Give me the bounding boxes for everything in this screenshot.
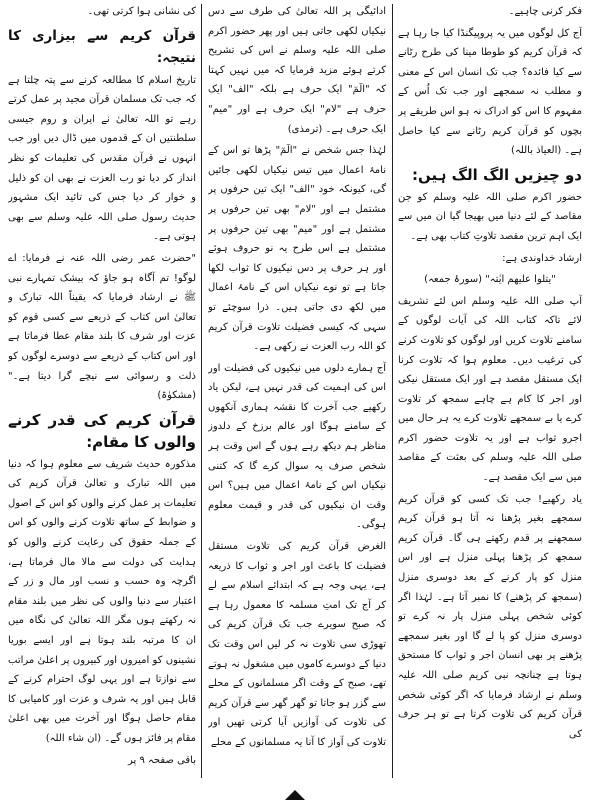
article-column-left <box>8 2 196 782</box>
paragraph: حضور اکرم صلی اللہ علیہ وسلم کو جن مقاصد کے لئے دنیا میں بھیجا گیا ان میں سے ایک اہم ترین مقصد تلاوتِ کتاب بھی ہے۔ <box>398 191 582 242</box>
page-marker-triangle <box>285 790 305 800</box>
article-column-middle <box>208 2 386 782</box>
paragraph: آج کل لوگوں میں یہ پروپیگنڈا کیا جا رہا ہے کہ قرآن کریم کو طوطا مینا کی طرح رٹانے سے کیا فائدہ؟ جب تک انسان اس کے معنی و مطلب نہ سمجھے اور جب تک اُس کے مفہوم کا اس کو ادراک نہ ہو اس طریقے پر بچوں کو قرآن کریم رٹانے سے کیا حاصل ہے۔ (العیاذ باللہ) <box>398 27 582 157</box>
paragraph: آپ صلی اللہ علیہ وسلم اس لئے تشریف لائے تاکہ کتاب اللہ کی آیات لوگوں کے سامنے تلاوت کریں اور لوگوں کو تلاوت کرنے کی ترغیب دیں۔ معلوم ہوا کہ تلاوت کرنا ایک مستقل مقصد ہے اور ایک مستقل نیکی اور اجر کا کام ہے چاہے سمجھ کر تلاوت کرے یا بے سمجھے تلاوت کرے یہ ہر حال میں اجرو ثواب ہے اور یہ تلاوت حضور اکرم صلی اللہ علیہ وسلم کی بعثت کے مقاصد میں سے ایک مقصد ہے۔ <box>398 295 582 484</box>
column-divider <box>201 4 202 778</box>
paragraph: یاد رکھیے! جب تک کسی کو قرآن کریم سمجھے بغیر پڑھنا نہ آتا ہو قرآن کریم سمجھنے پر قدم رکھتے ہی گا۔ قرآن کریم سمجھ کر پڑھنا پہلی منزل ہے اور اس منزل کو پار کرنے کے بعد دوسری منزل (سمجھ کر پڑھنے) کا نمبر آتا ہے۔ لہٰذا اگر کوئی شخص پہلی منزل پار نہ کرے تو دوسری منزل کو پا لے گا اور بغیر سمجھے پڑھنے پر بھی انسان اجر و ثواب کا مستحق ہوتا ہے چنانچہ نبی کریم صلی اللہ علیہ وسلم نے ارشاد فرمایا کہ اگر کوئی شخص قرآن کریم کی تلاوت کرتا ہے تو ہر حرف کی <box>398 493 582 740</box>
continued-note: باقی صفحہ ۹ پر <box>127 754 196 766</box>
paragraph: ارشاد خداوندی ہے: <box>502 252 582 264</box>
paragraph: لہٰذا جس شخص نے "الٓمٓ" پڑھا تو اس کے نامۂ اعمال میں تیس نیکیاں لکھی جائیں گی، کیونکہ خود "الف" ایک تین حرفوں پر مشتمل ہے اور "لام" بھی تین حرفوں پر مشتمل ہے اور "میم" بھی تین حرفوں پر مشتمل ہے اس طرح یہ نو حروف ہوئے اور ہر حرف پر دس نیکیوں کا ثواب لکھا جاتا ہے تو نوے نیکیاں اس کے نامۂ اعمال میں لکھ دی جاتی ہیں۔ ذرا سوچئے تو سہی کہ کیسی فضیلت تلاوت قرآن کریم کو اللہ رب العزت نے رکھی ہے۔ <box>208 145 386 353</box>
paragraph: آج ہمارے دلوں میں نیکیوں کی فضیلت اور اس کی اہمیت کی قدر نہیں ہے، لیکن یاد رکھیے جب آخرت کا نقشہ ہماری آنکھوں کے سامنے ہوگا اور عالم برزخ کے دلدوز مناظر ہم دیکھ رہے ہوں گے اس وقت ہر شخص صرف یہ سوال کرے گا کہ کتنی نیکیاں اس کے نامۂ اعمال میں ہیں؟ اس وقت ان نیکیوں کی قدر و قیمت معلوم ہوگی۔ <box>208 362 386 531</box>
paragraph: ادائیگی پر اللہ تعالیٰ کی طرف سے دس نیکیاں لکھی جاتی ہیں اور پھر حضور اکرم صلی اللہ علیہ وسلم نے اس کی تشریح کرتے ہوئے مزید فرمایا کہ میں نہیں کہتا کہ "الٓمٓ" ایک حرف ہے بلکہ "الف" ایک حرف ہے "لام" ایک حرف ہے اور "میم" ایک حرف ہے۔ (ترمذی) <box>208 6 386 135</box>
paragraph: فکر کرنی چاہیے۔ <box>508 6 582 17</box>
section-heading: قرآن کریم سے بیزاری کا نتیجہ: <box>8 27 196 66</box>
paragraph: کی نشانی ہوا کرتی تھی۔ <box>87 6 196 17</box>
paragraph: الغرض قرآن کریم کی تلاوت مستقل فضیلت کا باعث اور اجر و ثواب کا ذریعہ ہے، یہی وجہ ہے کہ ابتدائے اسلام سے لے کر آج تک امتِ مسلمہ کا معمول رہا ہے کہ صبح سویرے جب تک قرآن کریم کی تھوڑی سی تلاوت نہ کر لیں اس وقت تک دنیا کے دوسرے کاموں میں مشغول نہ ہوتے تھے، صبح کے وقت اگر مسلمانوں کے محلے سے گزر ہو جاتا تو گھر گھر سے قرآن کریم کی تلاوت کی آوازیں آیا کرتی تھیں اور تلاوت کی آواز کا آنا یہ مسلمانوں کے محلے <box>208 541 386 748</box>
quran-verse: "یتلوا علیھم ایٰتہ" (سورۂ جمعہ) <box>424 274 556 286</box>
article-column-right <box>398 2 582 782</box>
section-heading: دو چیزیں الگ الگ ہیں: <box>412 165 582 184</box>
section-heading: قرآن کریم کی قدر کرنے والوں کا مقام: <box>8 410 196 451</box>
hadith-quote: "حضرت عمر رضی اللہ عنہ نے فرمایا: اے لوگو! تم آگاہ ہو جاؤ کہ بیشک تمہارے نبی ﷺ نے ارشاد فرمایا کہ یقیناً اللہ تبارک و تعالیٰ اس کتاب کے ذریعے سے کسی قوم کو عزت اور شرف کا بلند مقام عطا فرماتا ہے اور اس کتاب کے ذریعے سے دوسرے لوگوں کو ذلت و رسوائی سے نیچے گرا دیتا ہے۔" (مشکوٰۃ) <box>8 252 196 402</box>
paragraph: مذکورہ حدیث شریف سے معلوم ہوا کہ دنیا میں اللہ تبارک و تعالیٰ قرآن کریم کی تعلیمات پر عمل کرنے والوں کو اس کے اصول و ضوابط کے ساتھ تلاوت کرنے والوں کو اس کے جملہ حقوق کی رعایت کرنے والوں کو ہدایت کی دولت سے مالا مال فرماتا ہے، اگرچہ وہ حسب و نسب اور مال و زر کے اعتبار سے دنیا والوں کی نظر میں بلند مقام نہ رکھتے ہوں مگر اللہ تعالیٰ کی نگاہ میں ان کا مرتبہ بلند ہوتا ہے اور ایسے بوریا نشینوں کو امیروں اور کبیروں پر اعلیٰ مراتب سے نوازتا ہے اور یہی لوگ احترام کرنے کے قابل ہیں اور یہ شرف و عزت اور کامیابی کا مقام حاصل ہوگا اور آخرت میں بھی اعلیٰ مقام پر فائز ہوں گے۔ (ان شاء اللہ) <box>8 458 196 744</box>
column-divider <box>392 4 393 778</box>
paragraph: تاریخ اسلام کا مطالعہ کرنے سے پتہ چلتا ہے کہ جب تک مسلمان قرآن مجید پر عمل کرتے رہے تو اللہ تعالیٰ نے ایران و روم جیسی سلطنتیں ان کے قدموں میں ڈال دیں اور جب انہوں نے قرآن مقدس کی تعلیمات کو نظر انداز کر دیا تو رب العزت نے بھی ان کو ذلیل و خوار کر دیا جس کی تائید ایک مشہور حدیث رسول صلی اللہ علیہ وسلم سے بھی ہوتی ہے۔ <box>8 74 196 243</box>
